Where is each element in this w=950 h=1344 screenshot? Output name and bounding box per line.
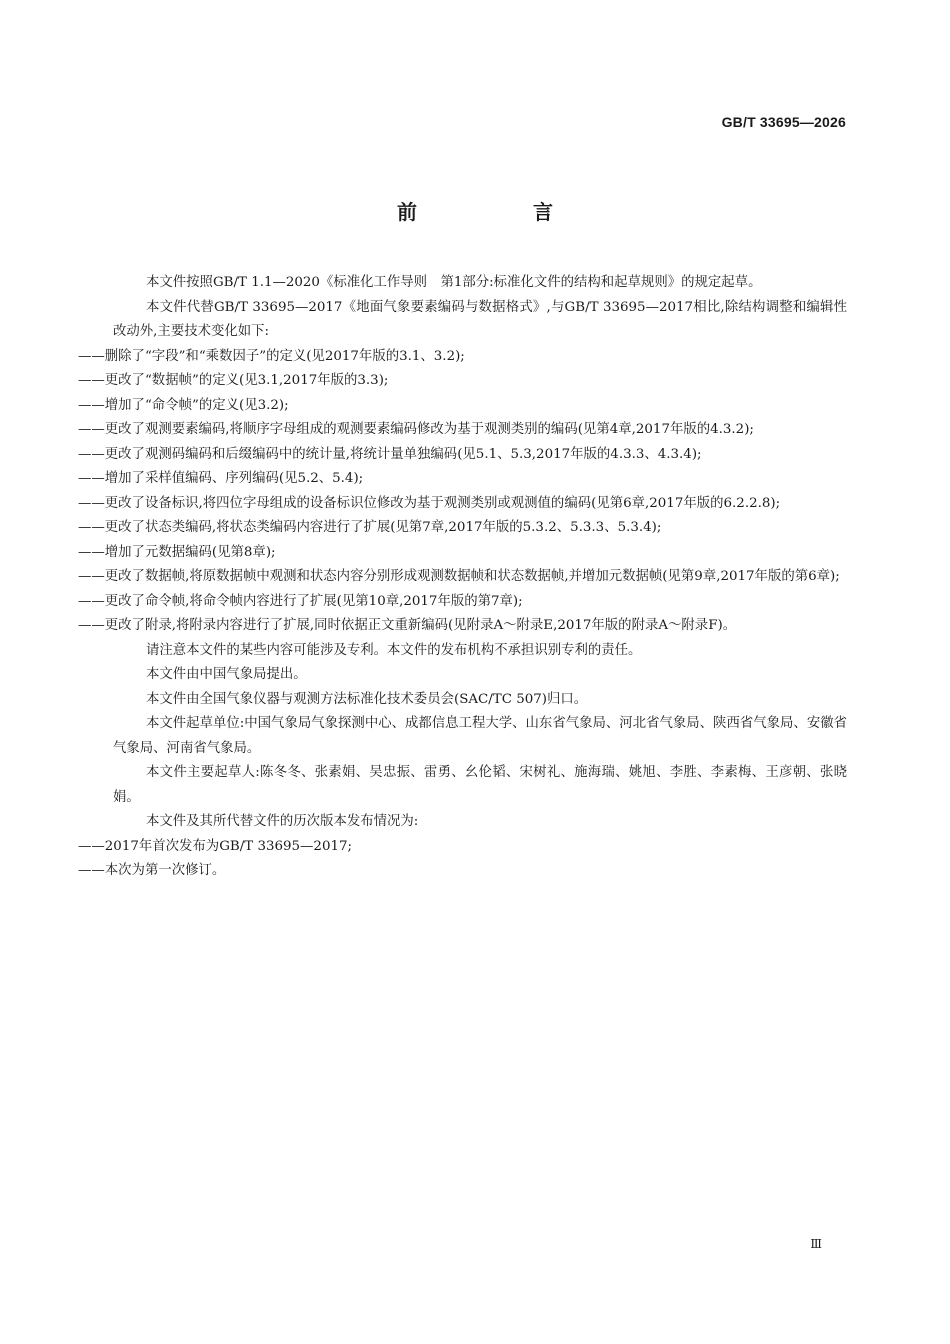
list-item: ——本次为第一次修订。 [78, 863, 226, 878]
paragraph: 本文件代替GB/T 33695—2017《地面气象要素编码与数据格式》,与GB/T 33695—2017相比,除结构调整和编辑性改动外,主要技术变化如下: [113, 299, 847, 339]
list-item: ——删除了“字段”和“乘数因子”的定义(见2017年版的3.1、3.2); [78, 348, 465, 364]
list-item: ——增加了元数据编码(见第8章); [78, 544, 276, 560]
list-item: ——更改了观测码编码和后缀编码中的统计量,将统计量单独编码(见5.1、5.3,2017年版的4.3.3、4.3.4); [78, 446, 702, 462]
paragraph: 本文件及其所代替文件的历次版本发布情况为: [146, 814, 419, 829]
page-number: Ⅲ [810, 1237, 822, 1251]
list-item: ——更改了附录,将附录内容进行了扩展,同时依据正文重新编码(见附录A～附录E,2017年版的附录A～附录F)。 [78, 618, 737, 633]
list-item: ——更改了数据帧,将原数据帧中观测和状态内容分别形成观测数据帧和状态数据帧,并增加元数据帧(见第9章,2017年版的第6章); [78, 569, 840, 584]
standard-code: GB/T 33695—2026 [721, 114, 846, 130]
list-item: ——更改了命令帧,将命令帧内容进行了扩展(见第10章,2017年版的第7章); [78, 593, 523, 609]
list-item: ——更改了状态类编码,将状态类编码内容进行了扩展(见第7章,2017年版的5.3.2、5.3.3、5.3.4); [78, 520, 662, 535]
paragraph: 本文件主要起草人:陈冬冬、张素娟、吴忠振、雷勇、幺伦韬、宋树礼、施海瑞、姚旭、李胜、李素梅、王彦朝、张晓娟。 [113, 765, 847, 805]
list-item: ——更改了观测要素编码,将顺序字母组成的观测要素编码修改为基于观测类别的编码(见第4章,2017年版的4.3.2); [78, 422, 754, 437]
list-item: ——增加了“命令帧”的定义(见3.2); [78, 397, 289, 413]
list-item: ——2017年首次发布为GB/T 33695—2017; [78, 838, 353, 854]
paragraph: 本文件按照GB/T 1.1—2020《标准化工作导则 第1部分:标准化文件的结构和起草规则》的规定起草。 [146, 275, 762, 290]
list-item: ——更改了设备标识,将四位字母组成的设备标识位修改为基于观测类别或观测值的编码(见第6章,2017年版的6.2.2.8); [78, 495, 781, 511]
paragraph: 本文件由全国气象仪器与观测方法标准化技术委员会(SAC/TC 507)归口。 [146, 691, 588, 707]
paragraph: 请注意本文件的某些内容可能涉及专利。本文件的发布机构不承担识别专利的责任。 [146, 642, 642, 658]
page-title: 前 言 [397, 200, 601, 224]
paragraph: 本文件起草单位:中国气象局气象探测中心、成都信息工程大学、山东省气象局、河北省气象局、陕西省气象局、安徽省气象局、河南省气象局。 [113, 716, 847, 756]
list-item: ——增加了采样值编码、序列编码(见5.2、5.4); [78, 471, 364, 486]
list-item: ——更改了“数据帧”的定义(见3.1,2017年版的3.3); [78, 373, 389, 388]
document-body [78, 271, 847, 884]
paragraph: 本文件由中国气象局提出。 [146, 667, 307, 682]
